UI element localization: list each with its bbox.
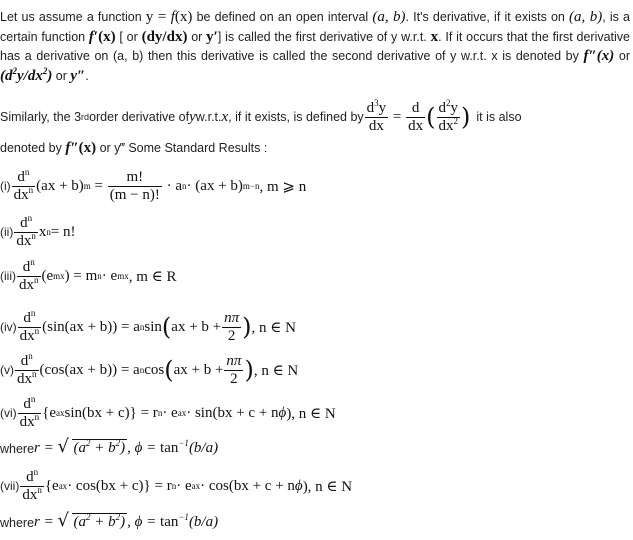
where-line-2 <box>0 514 218 531</box>
result-ii <box>0 212 76 252</box>
math-fprime: f′(x) <box>88 28 116 45</box>
text: order derivative of <box>89 110 190 124</box>
intro-text: [ or <box>115 29 142 44</box>
math-yprime: y′ <box>206 28 218 45</box>
math-ydoubleprime: y″ <box>70 67 86 84</box>
intro-text: or <box>52 68 71 83</box>
math-fdoubleprime: f″(x) <box>65 140 97 156</box>
text: where <box>0 515 35 530</box>
text: , if it exists, is defined by <box>228 110 364 124</box>
text: denoted by <box>0 141 66 155</box>
text: w.r.t. <box>195 110 222 124</box>
formula: $\frac{d^n}{dx^n}$ x n = n! <box>16 212 76 249</box>
formula: $\frac{d^n}{dx^n}$ {e ax sin(bx + c)} = r n · e ax · sin(bx + c + n ϕ ), n ∈ N <box>19 393 336 430</box>
formula: $\frac{d^n}{dx^n}$ {e ax · cos(bx + c)} = r n · e ax · cos(bx + c + n ϕ ), n ∈ N <box>22 466 353 503</box>
text: ‴ <box>120 141 125 155</box>
text: it is also <box>476 110 522 124</box>
intro-text: be defined on an open interval <box>192 10 373 24</box>
math-interval: (a, b) <box>372 9 406 25</box>
result-label: (vii) <box>0 479 20 493</box>
formula: r = √ $(a^2 + b^2)$ , $\phi = \tan^{-1}(b/a)$ <box>34 514 218 531</box>
result-label: (i) <box>0 179 11 193</box>
result-label: (iii) <box>0 269 16 283</box>
where-line-1 <box>0 440 218 457</box>
math-interval: (a, b) <box>569 9 603 25</box>
intro-text: ] is called the first derivative of y w.r.t. <box>217 29 431 44</box>
formula: $\frac{d^n}{dx^n}$ (e mx ) = m n · e mx , m ∈ R <box>19 256 177 293</box>
math-x: x <box>430 28 439 45</box>
third-derivative-line: Similarly, the 3 rd order derivative of y w.r.t. x , if it exists, is defined by $\frac{d^3y}{dx}$ = $\frac{d}{dx}$ ( $\frac{d^2y}{dx^2}$ ) it is also <box>0 97 522 134</box>
denoted-line <box>0 140 267 157</box>
intro-text: or <box>187 29 207 44</box>
text: or y <box>96 141 121 155</box>
text: where <box>0 441 35 456</box>
math-fdoubleprime: f″(x) <box>583 48 615 64</box>
intro-text: Let us assume a function <box>0 10 146 24</box>
math-dydx: (dy/dx) <box>141 28 188 45</box>
text: Some Standard Results : <box>124 141 268 155</box>
result-label: (vi) <box>0 406 17 420</box>
text: Similarly, the 3 <box>0 110 82 124</box>
math-d2ydx2: $(d^2y/dx^2)$ <box>0 65 53 84</box>
formula: $\frac{d^n}{dx^n}$ (ax + b) m = $\frac{m!}{(m - n)!}$ · a n · (ax + b) m−n , m ⩾ n <box>13 166 307 203</box>
math-x: x <box>221 108 229 125</box>
result-label: (ii) <box>0 225 14 239</box>
result-vi <box>0 393 336 433</box>
intro-text: or <box>614 49 631 63</box>
third-derivative-formula: $\frac{d^3y}{dx}$ = $\frac{d}{dx}$ ( $\frac{d^2y}{dx^2}$ ) <box>366 97 471 134</box>
math-y-equals-fx: y = f(x) <box>145 9 193 25</box>
result-vii <box>0 466 352 506</box>
formula: r = √ $(a^2 + b^2)$ , $\phi = \tan^{-1}(b/a)$ <box>34 440 218 457</box>
formula: $\frac{d^n}{dx^n}$ (sin(ax + b)) = a n sin ( ax + b + $\frac{n\pi}{2}$ ) , n ∈ N <box>19 307 296 344</box>
result-label: (v) <box>0 363 14 377</box>
intro-text: , is a certain function <box>0 10 631 44</box>
result-iv <box>0 305 296 349</box>
intro-paragraph <box>0 8 630 86</box>
result-label: (iv) <box>0 320 17 334</box>
result-iii <box>0 256 177 296</box>
formula: $\frac{d^n}{dx^n}$ (cos(ax + b)) = a n cos ( ax + b + $\frac{n\pi}{2}$ ) , n ∈ N <box>17 350 299 387</box>
intro-text: . It's derivative, if it exists on <box>405 10 570 24</box>
math-y: y <box>189 108 196 125</box>
result-i <box>0 164 306 208</box>
intro-text: . <box>85 68 89 83</box>
result-v <box>0 348 298 392</box>
intro-text: . If it occurs that the first derivative has a derivative on (a, b) then this derivative is called the second derivative of y w.r.t. x is denoted by <box>0 29 631 63</box>
